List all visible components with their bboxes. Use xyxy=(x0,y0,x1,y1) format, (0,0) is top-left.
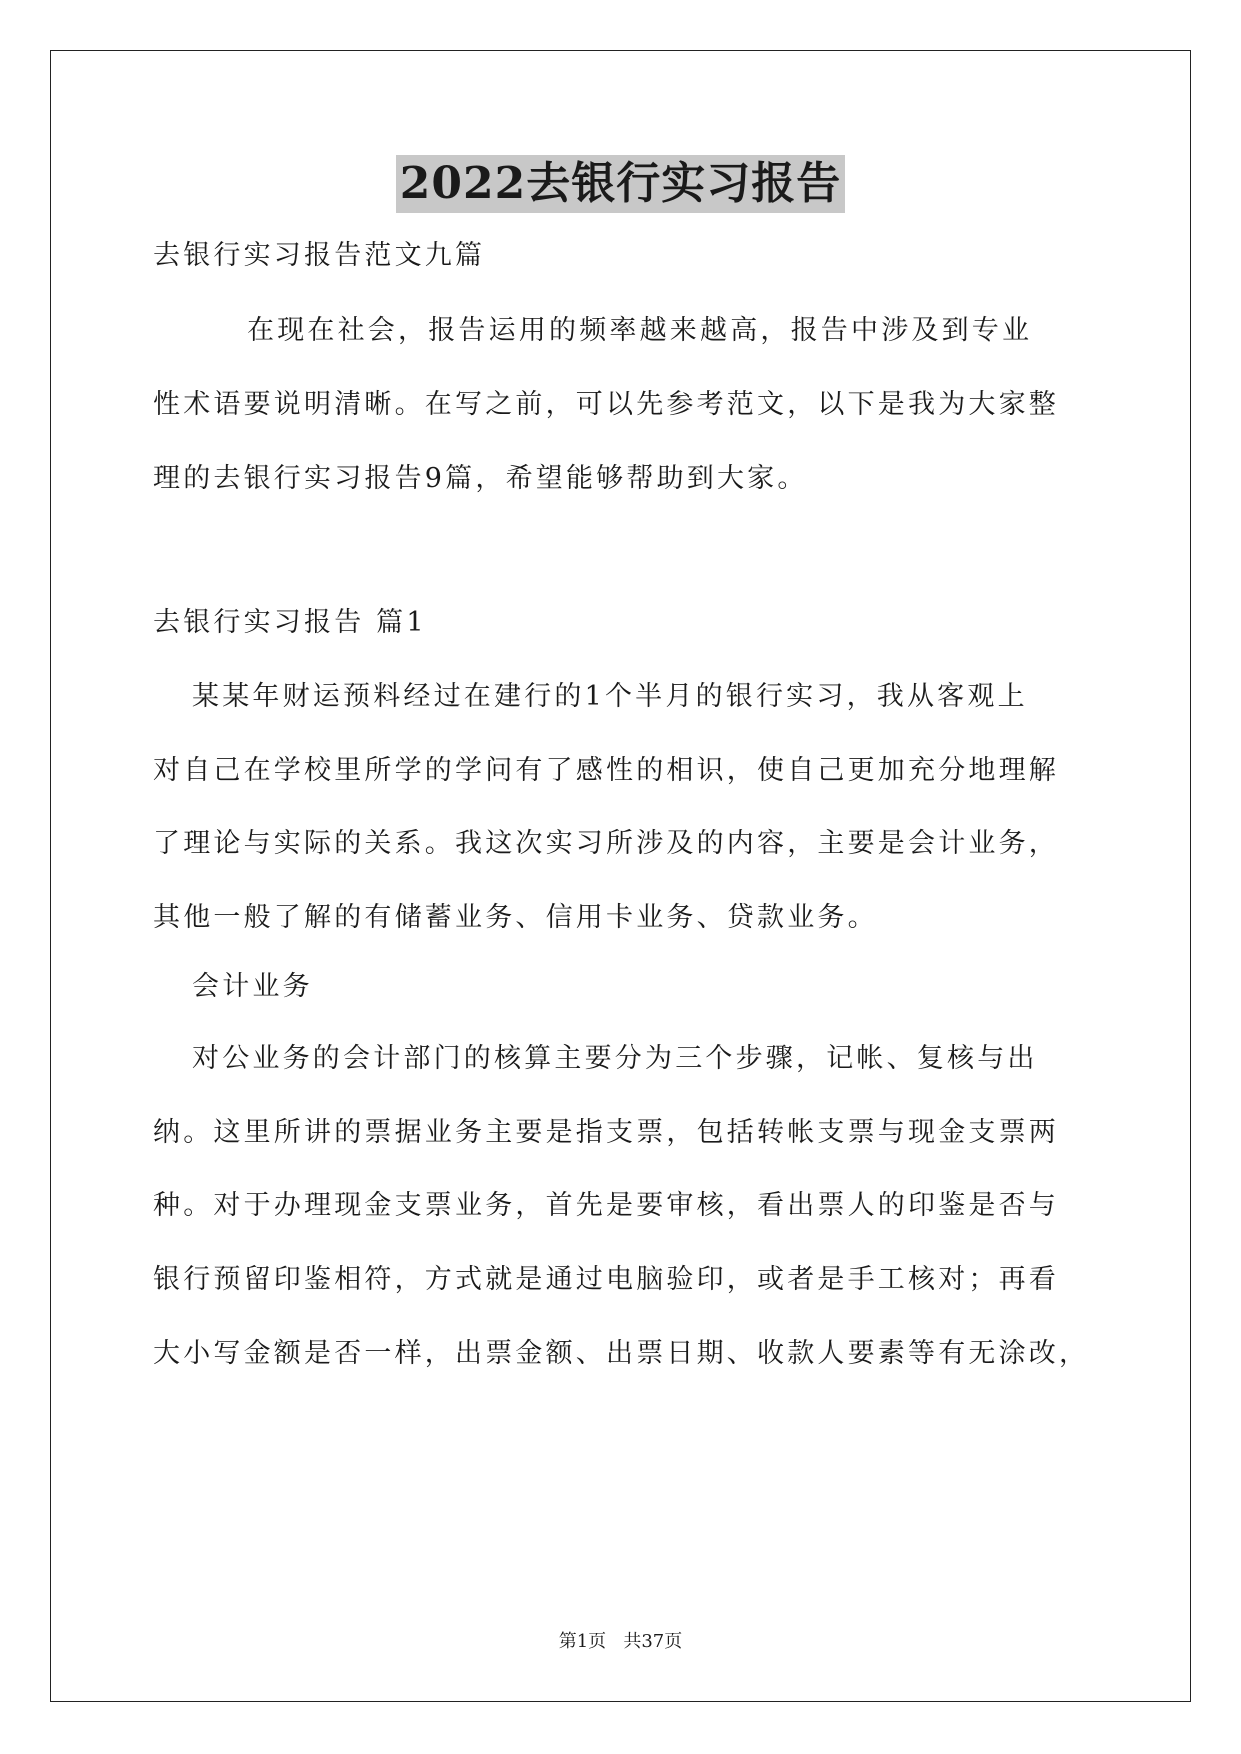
para2-line-1: 对公业务的会计部门的核算主要分为三个步骤，记帐、复核与出 xyxy=(192,1043,1038,1074)
page-footer: 第1页 共37页 xyxy=(558,1631,683,1652)
document-subtitle: 去银行实习报告范文九篇 xyxy=(153,240,486,271)
intro-line-1: 在现在社会，报告运用的频率越来越高，报告中涉及到专业 xyxy=(247,315,1033,346)
para1-line-3: 了理论与实际的关系。我这次实习所涉及的内容，主要是会计业务， xyxy=(153,828,1059,859)
para1-line-1: 某某年财运预料经过在建行的1个半月的银行实习，我从客观上 xyxy=(192,681,1028,712)
para2-line-4: 银行预留印鉴相符，方式就是通过电脑验印，或者是手工核对；再看 xyxy=(153,1264,1059,1295)
document-title: 2022去银行实习报告 xyxy=(396,155,845,213)
para1-line-2: 对自己在学校里所学的学问有了感性的相识，使自己更加充分地理解 xyxy=(153,755,1059,786)
para2-line-5: 大小写金额是否一样，出票金额、出票日期、收款人要素等有无涂改， xyxy=(153,1338,1090,1369)
sub-heading: 会计业务 xyxy=(192,971,313,1002)
para2-line-2: 纳。这里所讲的票据业务主要是指支票，包括转帐支票与现金支票两 xyxy=(153,1117,1059,1148)
section-heading: 去银行实习报告 篇1 xyxy=(153,607,427,638)
title-container xyxy=(0,155,1241,213)
para2-line-3: 种。对于办理现金支票业务，首先是要审核，看出票人的印鉴是否与 xyxy=(153,1190,1059,1221)
intro-line-2: 性术语要说明清晰。在写之前，可以先参考范文，以下是我为大家整 xyxy=(153,389,1059,420)
page-border xyxy=(50,50,1191,1702)
intro-line-3: 理的去银行实习报告9篇，希望能够帮助到大家。 xyxy=(153,463,808,494)
para1-line-4: 其他一般了解的有储蓄业务、信用卡业务、贷款业务。 xyxy=(153,902,878,933)
